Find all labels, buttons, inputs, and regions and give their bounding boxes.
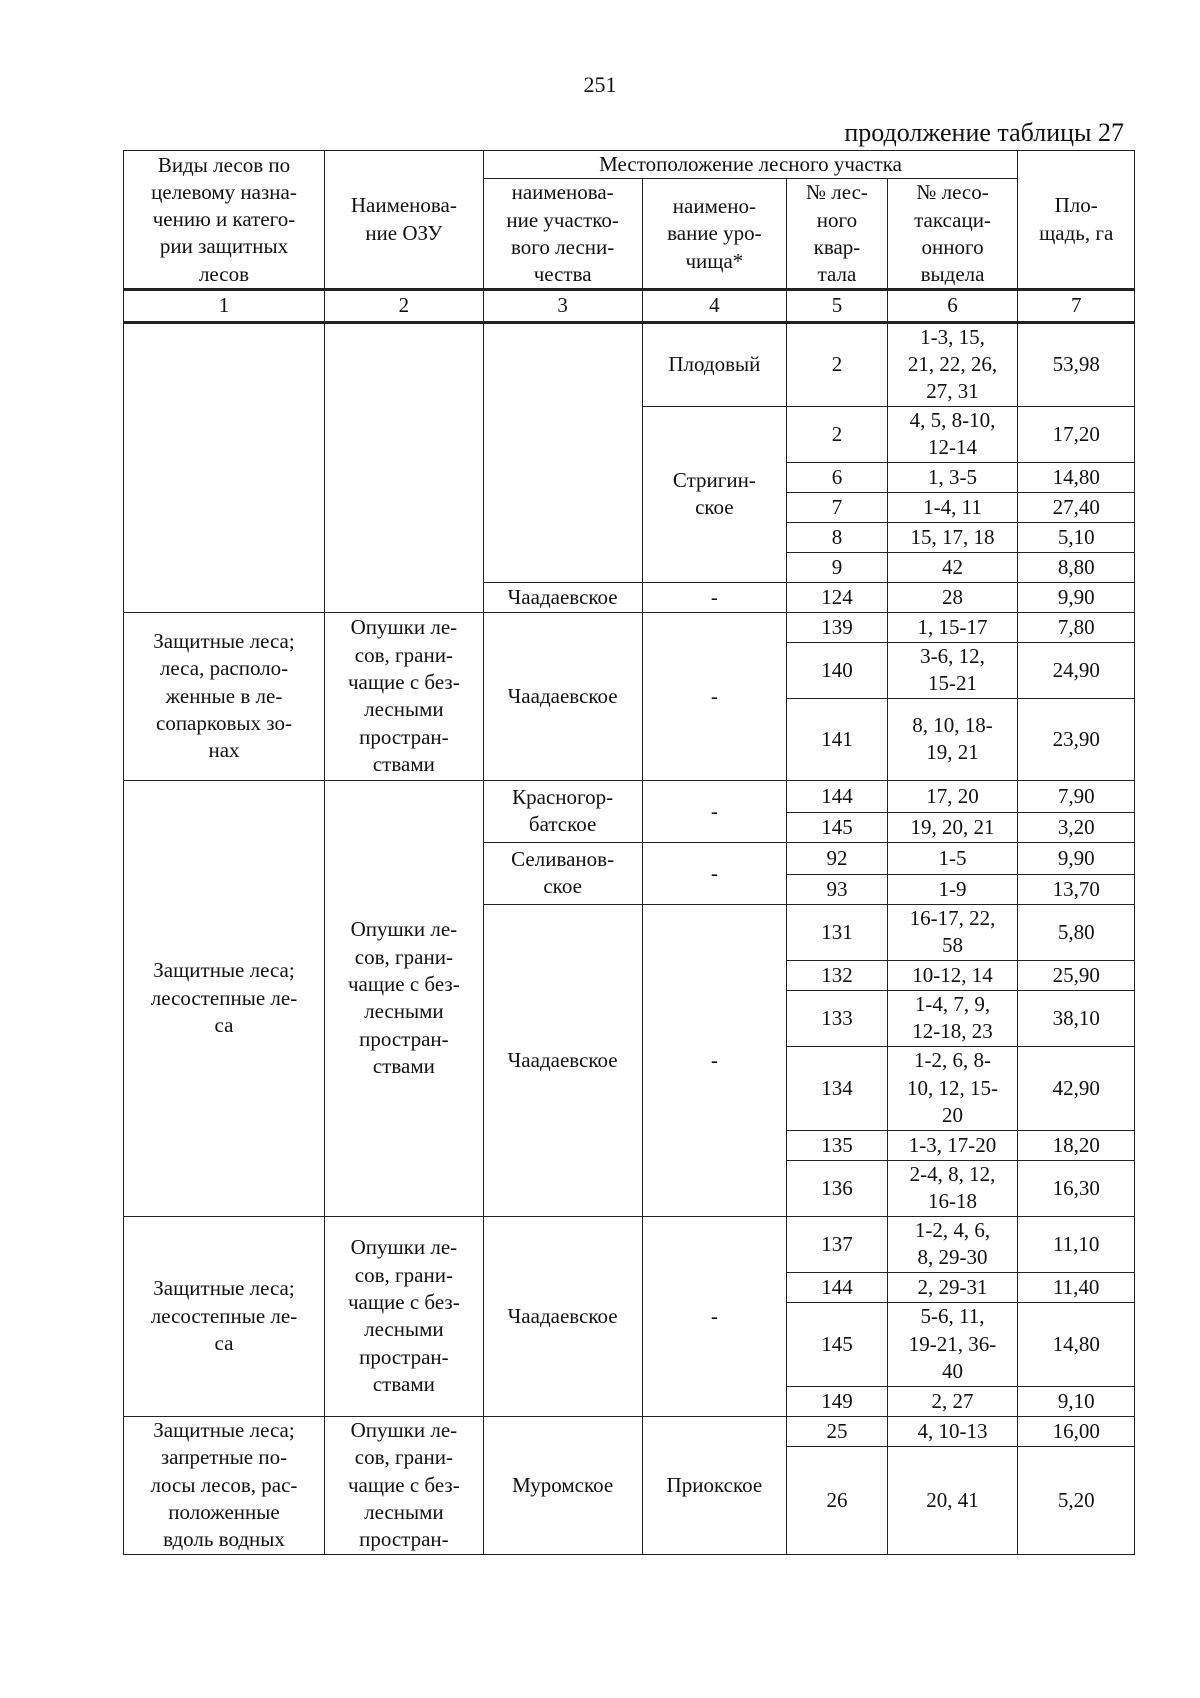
column-number: 2: [324, 290, 483, 322]
area-cell: 5,20: [1018, 1446, 1135, 1554]
allotment-cell: 1-2, 6, 8- 10, 12, 15- 20: [887, 1046, 1018, 1130]
allotment-cell: 10-12, 14: [887, 960, 1018, 990]
area-cell: 11,40: [1018, 1272, 1135, 1302]
area-cell: 9,10: [1018, 1386, 1135, 1416]
ozu-cell: Опушки ле- сов, грани- чащие с без- лесными простран- ствами: [324, 1216, 483, 1416]
area-cell: 38,10: [1018, 990, 1135, 1046]
quarter-cell: 144: [787, 1272, 887, 1302]
allotment-cell: 17, 20: [887, 780, 1018, 812]
area-cell: 9,90: [1018, 842, 1135, 874]
quarter-cell: 141: [787, 698, 887, 780]
allotment-cell: 8, 10, 18- 19, 21: [887, 698, 1018, 780]
allotment-cell: 1, 15-17: [887, 612, 1018, 642]
quarter-cell: 2: [787, 406, 887, 462]
quarter-cell: 2: [787, 322, 887, 406]
area-cell: 24,90: [1018, 642, 1135, 698]
tract-cell: -: [642, 612, 787, 780]
quarter-cell: 132: [787, 960, 887, 990]
column-number: 3: [483, 290, 642, 322]
column-number: 6: [887, 290, 1018, 322]
forestry-cell: Муромское: [483, 1416, 642, 1554]
ozu-cell: Опушки ле- сов, грани- чащие с без- лесными простран-: [324, 1416, 483, 1554]
forest-table: [123, 150, 1135, 1555]
header-district-forestry: наименова- ние участко- вого лесни- чества: [483, 179, 642, 290]
allotment-cell: 20, 41: [887, 1446, 1018, 1554]
tract-cell: -: [642, 582, 787, 612]
area-cell: 7,80: [1018, 612, 1135, 642]
header-quarter: № лес- ного квар- тала: [787, 179, 887, 290]
header-ozu-name: Наименова- ние ОЗУ: [324, 151, 483, 290]
column-number: 5: [787, 290, 887, 322]
quarter-cell: 93: [787, 874, 887, 904]
allotment-cell: 1-4, 7, 9, 12-18, 23: [887, 990, 1018, 1046]
area-cell: 17,20: [1018, 406, 1135, 462]
forest-type-cell: Защитные леса; запретные по- лосы лесов, рас- положенные вдоль водных: [124, 1416, 325, 1554]
allotment-cell: 16-17, 22, 58: [887, 904, 1018, 960]
allotment-cell: 42: [887, 552, 1018, 582]
area-cell: 42,90: [1018, 1046, 1135, 1130]
table-row: [124, 612, 1135, 642]
ozu-cell: Опушки ле- сов, грани- чащие с без- лесными простран- ствами: [324, 612, 483, 780]
quarter-cell: 134: [787, 1046, 887, 1130]
tract-cell: -: [642, 904, 787, 1216]
quarter-cell: 7: [787, 492, 887, 522]
quarter-cell: 25: [787, 1416, 887, 1446]
area-cell: 53,98: [1018, 322, 1135, 406]
forestry-cell: Красногор- батское: [483, 780, 642, 842]
table-row: [124, 322, 1135, 406]
allotment-cell: 1-3, 15, 21, 22, 26, 27, 31: [887, 322, 1018, 406]
forestry-cell: Селиванов- ское: [483, 842, 642, 904]
column-number: 4: [642, 290, 787, 322]
tract-cell: Плодовый: [642, 322, 787, 406]
column-number: 7: [1018, 290, 1135, 322]
area-cell: 23,90: [1018, 698, 1135, 780]
area-cell: 7,90: [1018, 780, 1135, 812]
area-cell: 8,80: [1018, 552, 1135, 582]
allotment-cell: 4, 5, 8-10, 12-14: [887, 406, 1018, 462]
table-row: [124, 1216, 1135, 1272]
forest-type-cell: Защитные леса; леса, располо- женные в ле- сопарковых зо- нах: [124, 612, 325, 780]
forestry-cell: Чаадаевское: [483, 582, 642, 612]
ozu-cell: [324, 322, 483, 612]
quarter-cell: 92: [787, 842, 887, 874]
header-allotment: № лесо- таксаци- онного выдела: [887, 179, 1018, 290]
area-cell: 18,20: [1018, 1130, 1135, 1160]
area-cell: 27,40: [1018, 492, 1135, 522]
quarter-cell: 137: [787, 1216, 887, 1272]
quarter-cell: 149: [787, 1386, 887, 1416]
quarter-cell: 135: [787, 1130, 887, 1160]
forest-type-cell: Защитные леса; лесостепные ле- са: [124, 1216, 325, 1416]
quarter-cell: 145: [787, 1302, 887, 1386]
header-forest-type: Виды лесов по целевому назна- чению и катего- рии защитных лесов: [124, 151, 325, 290]
page-number: 251: [583, 72, 617, 97]
allotment-cell: 1, 3-5: [887, 462, 1018, 492]
quarter-cell: 144: [787, 780, 887, 812]
header-tract: наимено- вание уро- чища*: [642, 179, 787, 290]
area-cell: 14,80: [1018, 462, 1135, 492]
quarter-cell: 136: [787, 1160, 887, 1216]
quarter-cell: 145: [787, 812, 887, 842]
quarter-cell: 133: [787, 990, 887, 1046]
allotment-cell: 28: [887, 582, 1018, 612]
area-cell: 16,30: [1018, 1160, 1135, 1216]
area-cell: 9,90: [1018, 582, 1135, 612]
allotment-cell: 4, 10-13: [887, 1416, 1018, 1446]
allotment-cell: 1-4, 11: [887, 492, 1018, 522]
forest-type-cell: [124, 322, 325, 612]
quarter-cell: 124: [787, 582, 887, 612]
area-cell: 25,90: [1018, 960, 1135, 990]
table-caption: продолжение таблицы 27: [844, 118, 1124, 147]
column-number: 1: [124, 290, 325, 322]
quarter-cell: 9: [787, 552, 887, 582]
allotment-cell: 1-2, 4, 6, 8, 29-30: [887, 1216, 1018, 1272]
quarter-cell: 131: [787, 904, 887, 960]
allotment-cell: 2, 27: [887, 1386, 1018, 1416]
quarter-cell: 26: [787, 1446, 887, 1554]
area-cell: 14,80: [1018, 1302, 1135, 1386]
quarter-cell: 6: [787, 462, 887, 492]
forestry-cell: [483, 322, 642, 582]
forest-type-cell: Защитные леса; лесостепные ле- са: [124, 780, 325, 1216]
allotment-cell: 3-6, 12, 15-21: [887, 642, 1018, 698]
table-row: [124, 780, 1135, 812]
area-cell: 16,00: [1018, 1416, 1135, 1446]
quarter-cell: 8: [787, 522, 887, 552]
area-cell: 5,80: [1018, 904, 1135, 960]
tract-cell: Приокское: [642, 1416, 787, 1554]
tract-cell: Стригин- ское: [642, 406, 787, 582]
quarter-cell: 139: [787, 612, 887, 642]
area-cell: 5,10: [1018, 522, 1135, 552]
tract-cell: -: [642, 780, 787, 842]
allotment-cell: 1-3, 17-20: [887, 1130, 1018, 1160]
allotment-cell: 19, 20, 21: [887, 812, 1018, 842]
allotment-cell: 5-6, 11, 19-21, 36- 40: [887, 1302, 1018, 1386]
table-row: [124, 1416, 1135, 1446]
allotment-cell: 2-4, 8, 12, 16-18: [887, 1160, 1018, 1216]
header-location-group: Местоположение лесного участка: [483, 151, 1018, 179]
forestry-cell: Чаадаевское: [483, 1216, 642, 1416]
allotment-cell: 2, 29-31: [887, 1272, 1018, 1302]
allotment-cell: 1-5: [887, 842, 1018, 874]
allotment-cell: 1-9: [887, 874, 1018, 904]
forestry-cell: Чаадаевское: [483, 612, 642, 780]
allotment-cell: 15, 17, 18: [887, 522, 1018, 552]
quarter-cell: 140: [787, 642, 887, 698]
area-cell: 3,20: [1018, 812, 1135, 842]
ozu-cell: Опушки ле- сов, грани- чащие с без- лесными простран- ствами: [324, 780, 483, 1216]
header-area: Пло- щадь, га: [1018, 151, 1135, 290]
tract-cell: -: [642, 1216, 787, 1416]
forestry-cell: Чаадаевское: [483, 904, 642, 1216]
area-cell: 11,10: [1018, 1216, 1135, 1272]
area-cell: 13,70: [1018, 874, 1135, 904]
tract-cell: -: [642, 842, 787, 904]
